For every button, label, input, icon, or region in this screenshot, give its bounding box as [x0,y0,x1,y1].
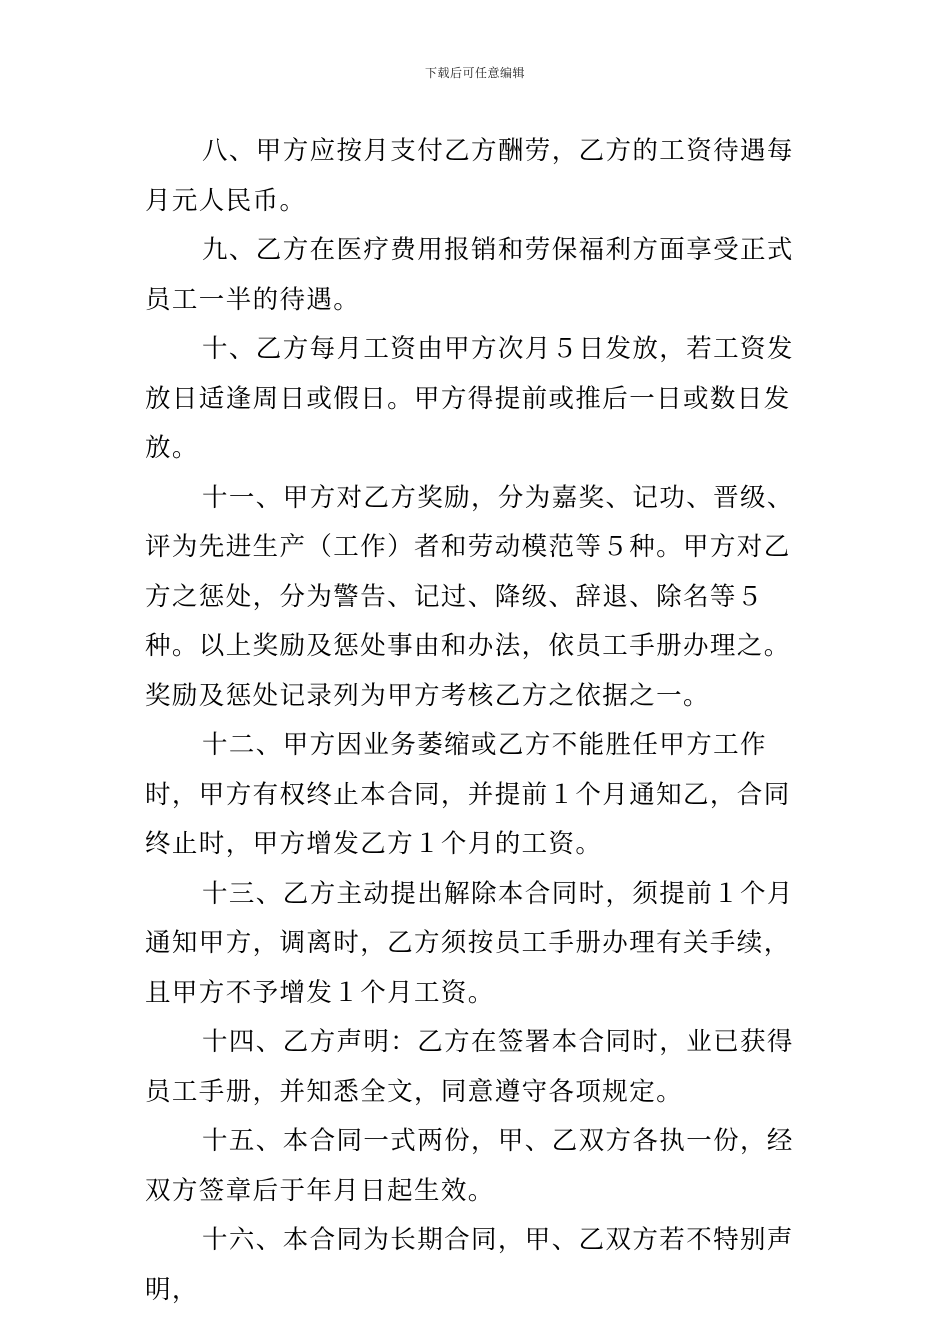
page-header: 下载后可任意编辑 [424,66,525,80]
clause-13: 十三、乙方主动提出解除本合同时，须提前１个月通知甲方，调离时，乙方须按员工手册办理有关手续，且甲方不予增发１个月工资。 [145,878,794,1008]
clause-14: 十四、乙方声明：乙方在签署本合同时，业已获得员工手册，并知悉全文，同意遵守各项规定。 [145,1027,794,1107]
clause-15: 十五、本合同一式两份，甲、乙双方各执一份，经双方签章后于年月日起生效。 [145,1126,794,1206]
contract-body [145,127,805,1315]
clause-8: 八、甲方应按月支付乙方酬劳，乙方的工资待遇每月元人民币。 [145,136,794,216]
clause-11: 十一、甲方对乙方奖励，分为嘉奖、记功、晋级、评为先进生产（工作）者和劳动模范等５种。甲方对乙方之惩处，分为警告、记过、降级、辞退、除名等５种。以上奖励及惩处事由和办法，依员工手册办理之。奖励及惩处记录列为甲方考核乙方之依据之一。 [145,482,794,711]
clause-12: 十二、甲方因业务萎缩或乙方不能胜任甲方工作时，甲方有权终止本合同，并提前１个月通知乙，合同终止时，甲方增发乙方１个月的工资。 [145,730,791,859]
clause-9: 九、乙方在医疗费用报销和劳保福利方面享受正式员工一半的待遇。 [145,235,794,315]
clause-16: 十六、本合同为长期合同，甲、乙双方若不特别声明， [145,1225,794,1305]
clause-10: 十、乙方每月工资由甲方次月５日发放，若工资发放日适逢周日或假日。甲方得提前或推后一日或数日发放。 [145,334,794,463]
